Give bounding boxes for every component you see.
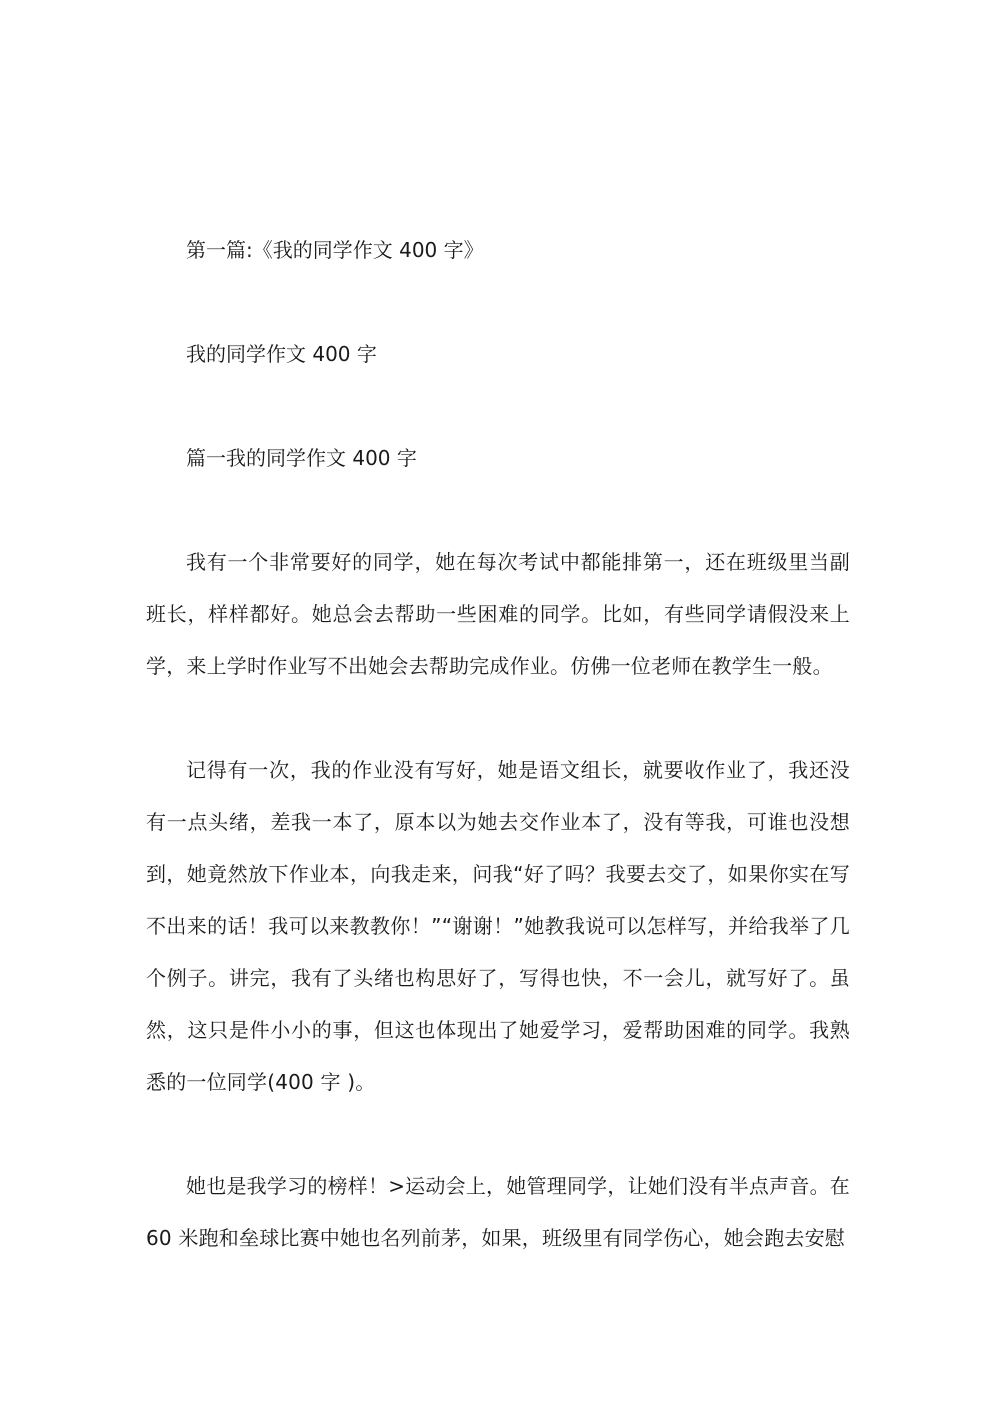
body-paragraph-1: 我有一个非常要好的同学，她在每次考试中都能排第一，还在班级里当副班长，样样都好。她总会去帮助一些困难的同学。比如，有些同学请假没来上学，来上学时作业写不出她会去帮助完成作业。仿佛一位老师在教学生一般。: [146, 550, 850, 678]
body-paragraph-2: 记得有一次，我的作业没有写好，她是语文组长，就要收作业了，我还没有一点头绪，差我一本了，原本以为她去交作业本了，没有等我，可谁也没想到，她竟然放下作业本，向我走来，问我“好了吗？我要去交了，如果你实在写不出来的话！我可以来教教你！”“谢谢！”她教我说可以怎样写，并给我举了几个例子。讲完，我有了头绪也构思好了，写得也快，不一会儿，就写好了。虽然，这只是件小小的事，但这也体现出了她爱学习，爱帮助困难的同学。我熟悉的一位同学(400 字 )。: [146, 758, 850, 1094]
chapter-title: 第一篇:《我的同学作文 400 字》: [186, 238, 484, 262]
body-paragraph-3: 她也是我学习的榜样！>运动会上，她管理同学，让她们没有半点声音。在 60 米跑和垒球比赛中她也名列前茅，如果，班级里有同学伤心，她会跑去安慰: [146, 1174, 850, 1250]
essay-title: 我的同学作文 400 字: [186, 342, 377, 366]
section-title: 篇一我的同学作文 400 字: [186, 446, 417, 470]
